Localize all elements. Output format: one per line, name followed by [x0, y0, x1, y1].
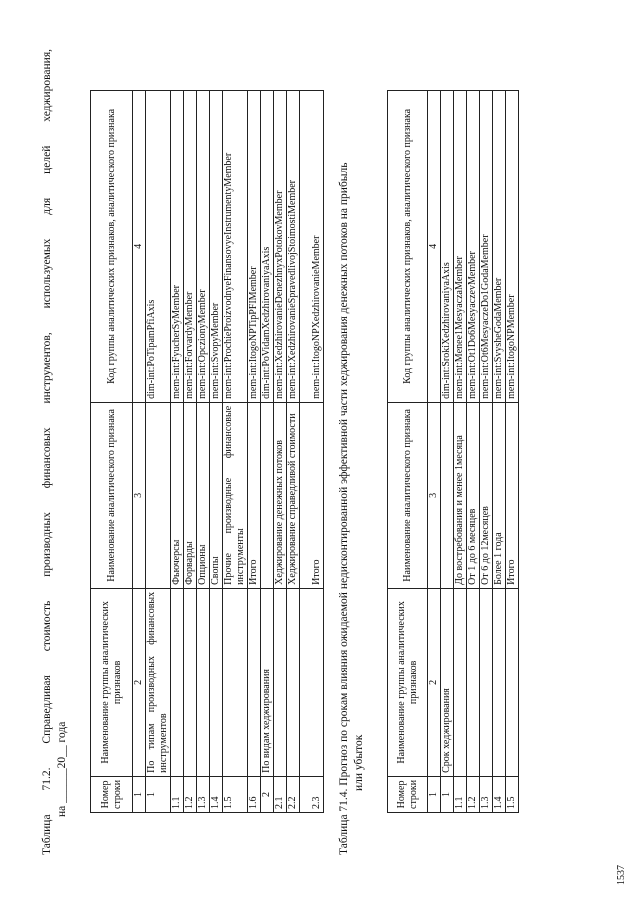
table1 [90, 90, 324, 813]
row-number: 1.6 [248, 776, 261, 812]
row-group: Срок хеджирования [441, 588, 454, 776]
row-name: От 6 до 12месяцев [480, 402, 493, 588]
table1-caption [40, 49, 70, 855]
row-group [248, 588, 261, 776]
table1-caption-line1: Таблица 71.2. Справедливая стоимость производных финансовых инструментов, используемых для целей хеджирования, [41, 49, 53, 855]
table1-header-name: Наименование аналитического признака [91, 402, 133, 588]
row-name: Хеджирование денежных потоков [274, 402, 287, 588]
row-name: Свопы [210, 402, 223, 588]
row-group [454, 588, 467, 776]
row-name: Хеджирование справедливой стоимости [287, 402, 300, 588]
table1-colnum: 2 [133, 588, 146, 776]
row-group [506, 588, 519, 776]
table2-header-name: Наименование аналитического признака [388, 402, 428, 588]
row-group [480, 588, 493, 776]
row-name [441, 402, 454, 588]
row-code: mem-int:SvopyMember [210, 90, 223, 402]
table-row [171, 90, 184, 812]
row-name: Итого [248, 402, 261, 588]
table-row [261, 90, 274, 812]
row-code: dim-int:PoVidamXedzhirovaniyaAxis [261, 90, 274, 402]
table2-colnum: 1 [428, 776, 441, 812]
row-number: 1.2 [184, 776, 197, 812]
row-group [184, 588, 197, 776]
row-name: Итого [300, 402, 324, 588]
table-row [287, 90, 300, 812]
row-group: По видам хеджирования [261, 588, 274, 776]
table-row [493, 90, 506, 812]
row-code: mem-int:ItogoNPTipPFIMember [248, 90, 261, 402]
row-code: mem-int:FyucherSyMember [171, 90, 184, 402]
table1-colnum: 3 [133, 402, 146, 588]
table2-header-num: Номер строки [388, 776, 428, 812]
row-number: 1 [441, 776, 454, 812]
table1-colnum: 4 [133, 90, 146, 402]
table-row [146, 90, 171, 812]
row-name: От 1 до 6 месяцев [467, 402, 480, 588]
row-group [287, 588, 300, 776]
row-group [210, 588, 223, 776]
row-code: mem-int:ForvardyMember [184, 90, 197, 402]
table-row [210, 90, 223, 812]
row-number: 1.4 [210, 776, 223, 812]
row-group [300, 588, 324, 776]
row-number: 1.4 [493, 776, 506, 812]
table-row [197, 90, 210, 812]
table1-caption-line2: на ______20__ года [56, 721, 68, 817]
table-row [274, 90, 287, 812]
row-number: 1.2 [467, 776, 480, 812]
row-name: Опционы [197, 402, 210, 588]
row-name: Итого [506, 402, 519, 588]
row-number: 2.1 [274, 776, 287, 812]
table2-caption-line1: Таблица 71.4. Прогноз по срокам влияния ожидаемой недисконтированной эффективной части хеджирования денежных потоков на прибыль [338, 162, 350, 855]
row-group [171, 588, 184, 776]
row-number: 1.3 [197, 776, 210, 812]
row-code: dim-int:SrokiXedzhirovaniyaAxis [441, 90, 454, 402]
table-row [506, 90, 519, 812]
row-group [223, 588, 248, 776]
table-row [223, 90, 248, 812]
row-group: По типам производных финансовых инструментов [146, 588, 171, 776]
table2-header-code: Код группы аналитических признаков, аналитического признака [388, 90, 428, 402]
table2-header-group: Наименование группы аналитических признаков [388, 588, 428, 776]
page-number: 1537 [616, 865, 627, 885]
table2-header-row [388, 90, 428, 812]
row-number: 1.1 [454, 776, 467, 812]
table1-header-group: Наименование группы аналитических признаков [91, 588, 133, 776]
table-row [300, 90, 324, 812]
row-code: mem-int:ProchieProizvodnyeFinansovyeInstrumentyMember [223, 90, 248, 402]
row-name: До востребования и менее 1месяца [454, 402, 467, 588]
row-name: Прочие производные финансовые инструменты [223, 402, 248, 588]
table2-colnum: 2 [428, 588, 441, 776]
row-group [197, 588, 210, 776]
row-code: mem-int:ItogoNPMember [506, 90, 519, 402]
table2-colnum: 4 [428, 90, 441, 402]
row-number: 1.1 [171, 776, 184, 812]
row-group [493, 588, 506, 776]
table1-header-num: Номер строки [91, 776, 133, 812]
row-group [274, 588, 287, 776]
table2-caption [337, 49, 367, 855]
row-name: Более 1 года [493, 402, 506, 588]
row-name [146, 402, 171, 588]
table-row [480, 90, 493, 812]
table-row [184, 90, 197, 812]
table1-colnum-row [133, 90, 146, 812]
row-name: Форварды [184, 402, 197, 588]
row-code: mem-int:Menee1MesyaczaMember [454, 90, 467, 402]
row-code: dim-int:PoTipamPfiAxis [146, 90, 171, 402]
row-number: 2 [261, 776, 274, 812]
row-name: Фьючерсы [171, 402, 184, 588]
table2-colnum-row [428, 90, 441, 812]
table-row [467, 90, 480, 812]
row-code: mem-int:XedzhirovanieDenezhnyxPotokovMember [274, 90, 287, 402]
table-row [454, 90, 467, 812]
table1-colnum: 1 [133, 776, 146, 812]
row-code: mem-int:SvysheGodaMember [493, 90, 506, 402]
row-code: mem-int:XedzhirovanieSpravedlivojStoimostiMember [287, 90, 300, 402]
table1-header-code: Код группы аналитических признаков, аналитического признака [91, 90, 133, 402]
row-number: 1.3 [480, 776, 493, 812]
row-code: mem-int:Ot1Do6MesyaczevMember [467, 90, 480, 402]
row-code: mem-int:Ot6MesyaczeDo1GodaMember [480, 90, 493, 402]
table2-colnum: 3 [428, 402, 441, 588]
table1-header-row [91, 90, 133, 812]
row-group [467, 588, 480, 776]
row-number: 1.5 [506, 776, 519, 812]
table-row [248, 90, 261, 812]
row-number: 2.2 [287, 776, 300, 812]
table-row [441, 90, 454, 812]
row-number: 2.3 [300, 776, 324, 812]
row-name [261, 402, 274, 588]
row-code: mem-int:OpczionyMember [197, 90, 210, 402]
row-number: 1.5 [223, 776, 248, 812]
row-code: mem-int:ItogoNPXedzhirovanieMember [300, 90, 324, 402]
table2-caption-line2: или убыток [353, 734, 365, 791]
row-number: 1 [146, 776, 171, 812]
table2 [387, 90, 519, 813]
